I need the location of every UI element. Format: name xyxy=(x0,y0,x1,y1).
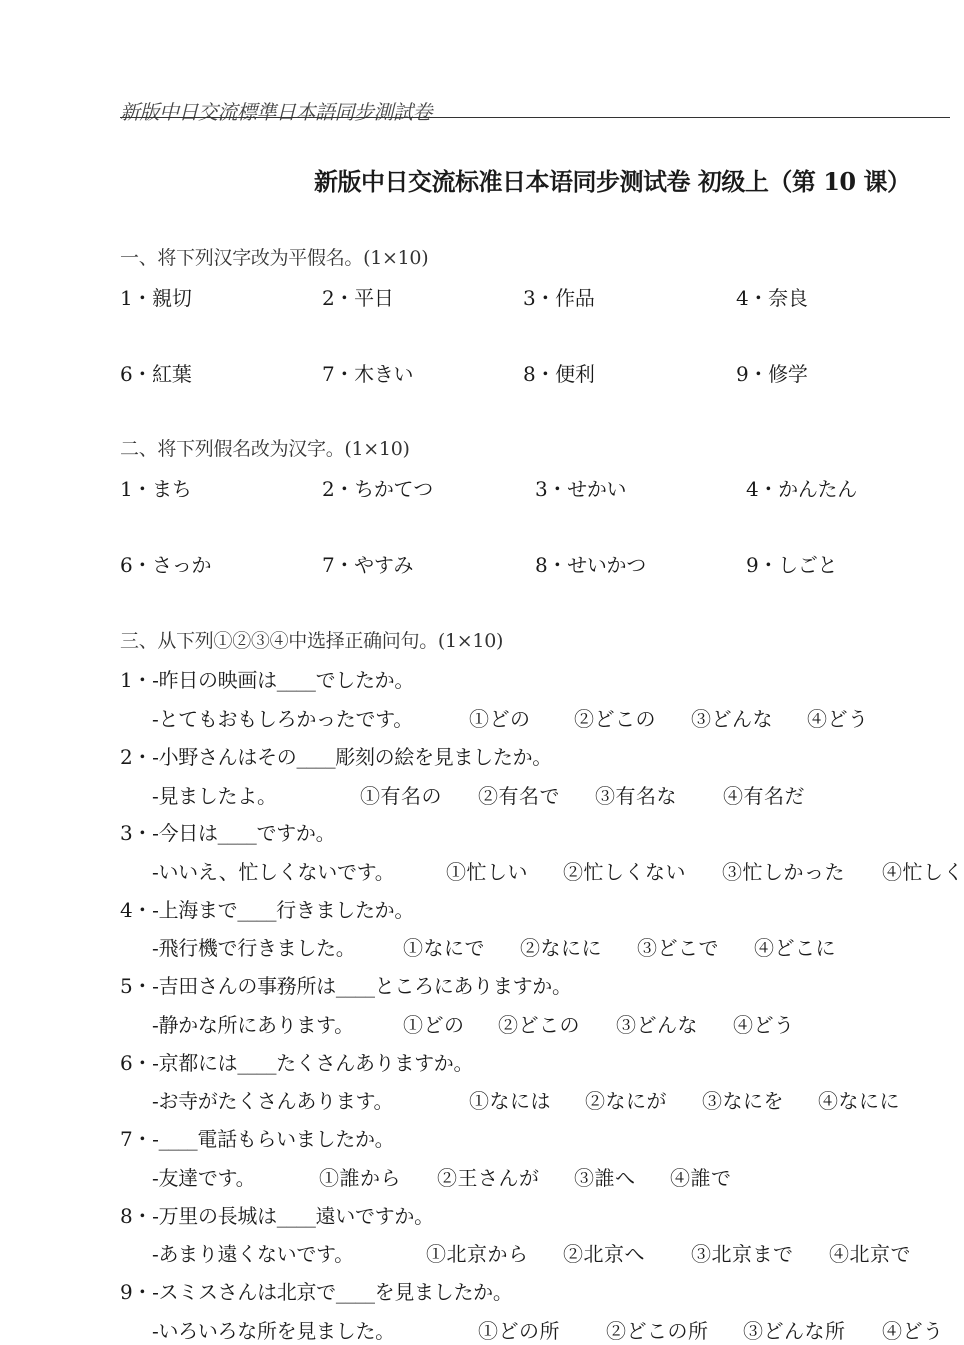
q8-answer: -あまり遠くないです。 xyxy=(152,1242,354,1266)
q6-option-3: ③なにを xyxy=(702,1089,784,1113)
s2-item-4: 4・かんたん xyxy=(746,477,857,501)
s1-item-1: 1・親切 xyxy=(120,286,192,310)
q8-question: 8・-万里の長城は____遠いですか。 xyxy=(120,1204,434,1228)
q4-option-4: ④どこに xyxy=(754,936,836,960)
q5-question: 5・-吉田さんの事務所は____ところにありますか。 xyxy=(120,974,572,998)
q4-option-1: ①なにで xyxy=(403,936,485,960)
q6-answer: -お寺がたくさんあります。 xyxy=(152,1089,394,1113)
q2-option-2: ②有名で xyxy=(478,784,560,808)
section3-heading: 三、从下列①②③④中选择正确问句。(1×10) xyxy=(120,630,504,652)
q9-answer: -いろいろな所を見ました。 xyxy=(152,1319,395,1343)
q3-question: 3・-今日は____ですか。 xyxy=(120,821,336,845)
q3-option-3: ③忙しかった xyxy=(722,860,845,884)
q6-option-1: ①なには xyxy=(469,1089,551,1113)
q8-option-4: ④北京で xyxy=(829,1242,911,1266)
q2-option-3: ③有名な xyxy=(595,784,677,808)
q6-option-4: ④なにに xyxy=(818,1089,900,1113)
q7-option-3: ③誰へ xyxy=(574,1166,636,1190)
q9-question: 9・-スミスさんは北京で____を見ましたか。 xyxy=(120,1280,513,1304)
q1-answer: -とてもおもしろかったです。 xyxy=(152,707,413,731)
q5-option-4: ④どう xyxy=(733,1013,795,1037)
q7-question: 7・-____電話もらいましたか。 xyxy=(120,1127,395,1151)
q3-option-2: ②忙しくない xyxy=(563,860,686,884)
q3-answer: -いいえ、忙しくないです。 xyxy=(152,860,395,884)
q5-answer: -静かな所にあります。 xyxy=(152,1013,354,1037)
q9-option-3: ③どんな所 xyxy=(743,1319,846,1343)
q1-option-2: ②どこの xyxy=(574,707,656,731)
s2-item-6: 6・さっか xyxy=(120,553,212,577)
running-header: 新版中日交流標準日本語同步測試卷 xyxy=(120,100,432,124)
q1-option-1: ①どの xyxy=(469,707,531,731)
q8-option-3: ③北京まで xyxy=(691,1242,794,1266)
q7-option-2: ②王さんが xyxy=(437,1166,540,1190)
s2-item-1: 1・まち xyxy=(120,477,192,501)
q4-option-2: ②なにに xyxy=(520,936,602,960)
s1-item-3: 3・作品 xyxy=(523,286,595,310)
q9-option-4: ④どう xyxy=(882,1319,944,1343)
q2-option-1: ①有名の xyxy=(360,784,442,808)
q4-answer: -飛行機で行きました。 xyxy=(152,936,356,960)
q1-option-3: ③どんな xyxy=(691,707,773,731)
section2-heading: 二、将下列假名改为汉字。(1×10) xyxy=(120,438,410,460)
header-rule xyxy=(120,117,950,118)
s2-item-2: 2・ちかてつ xyxy=(322,477,433,501)
section1-heading: 一、将下列汉字改为平假名。(1×10) xyxy=(120,247,429,269)
q5-option-1: ①どの xyxy=(403,1013,465,1037)
q5-option-3: ③どんな xyxy=(616,1013,698,1037)
s1-item-6: 6・紅葉 xyxy=(120,362,192,386)
page-title: 新版中日交流标准日本语同步测试卷 初级上（第 10 课） xyxy=(314,167,911,196)
q2-question: 2・-小野さんはその____彫刻の絵を見ましたか。 xyxy=(120,745,552,769)
s1-item-8: 8・便利 xyxy=(523,362,595,386)
s1-item-4: 4・奈良 xyxy=(736,286,808,310)
s1-item-2: 2・平日 xyxy=(322,286,394,310)
q6-option-2: ②なにが xyxy=(585,1089,667,1113)
s1-item-7: 7・木きい xyxy=(322,362,414,386)
q5-option-2: ②どこの xyxy=(498,1013,580,1037)
s1-item-9: 9・修学 xyxy=(736,362,808,386)
q4-question: 4・-上海まで____行きましたか。 xyxy=(120,898,415,922)
q7-option-1: ①誰から xyxy=(319,1166,401,1190)
q9-option-1: ①どの所 xyxy=(478,1319,560,1343)
q2-option-4: ④有名だ xyxy=(723,784,805,808)
q7-option-4: ④誰で xyxy=(670,1166,732,1190)
s2-item-3: 3・せかい xyxy=(535,477,627,501)
s2-item-8: 8・せいかつ xyxy=(535,553,646,577)
q1-question: 1・-昨日の映画は____でしたか。 xyxy=(120,668,415,692)
q9-option-2: ②どこの所 xyxy=(606,1319,709,1343)
q3-option-1: ①忙しい xyxy=(446,860,528,884)
q3-option-4: ④忙しく xyxy=(882,860,964,884)
q8-option-1: ①北京から xyxy=(426,1242,529,1266)
q6-question: 6・-京都には____たくさんありますか。 xyxy=(120,1051,474,1075)
q1-option-4: ④どう xyxy=(807,707,869,731)
q4-option-3: ③どこで xyxy=(637,936,719,960)
q7-answer: -友達です。 xyxy=(152,1166,256,1190)
s2-item-7: 7・やすみ xyxy=(322,553,414,577)
s2-item-9: 9・しごと xyxy=(746,553,838,577)
q8-option-2: ②北京へ xyxy=(563,1242,645,1266)
q2-answer: -見ましたよ。 xyxy=(152,784,277,808)
